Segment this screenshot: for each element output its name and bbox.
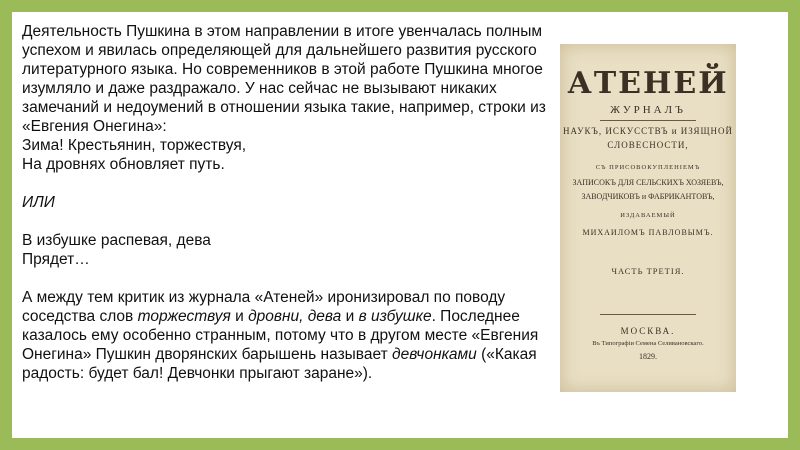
critic-em-torzhestvuya: торжествуя	[137, 308, 231, 325]
intro-paragraph: Деятельность Пушкина в этом направлении в итоге увенчалась полным успехом и явилась определяющей для дальнейшего развития русского литературного языка. Но современников в этой работе Пушкина многое изумляло и даже раздражало. У нас сейчас не вызывают никаких замечаний и недоумений в отношении языка такие, например, строки из «Евгения Онегина»:	[22, 23, 546, 135]
critic-text-1: А между тем критик из журнала «Атеней» иронизировал по поводу соседства слов	[22, 289, 506, 325]
ateney-title-page-image	[560, 44, 736, 392]
book-line-zapisok: ЗАПИСОКЪ ДЛЯ СЕЛЬСКИХЪ ХОЗЯЕВЪ,	[572, 178, 724, 187]
book-line-izdavaemyi: ИЗДАВАЕМЫЙ	[620, 212, 676, 219]
quote-2-line-2: Прядет…	[22, 251, 90, 268]
critic-paragraph	[22, 288, 557, 383]
quote-1-line-2: На дровнях обновляет путь.	[22, 156, 225, 173]
critic-text-3: и	[341, 308, 359, 325]
spacer	[22, 212, 557, 231]
book-year: 1829.	[639, 352, 657, 361]
critic-em-devchonkami: девчонками	[392, 346, 477, 363]
book-divider	[600, 314, 696, 315]
book-city: МОСКВА.	[620, 326, 676, 336]
critic-text-4: . Последнее казалось ему особенно странным, потому что в другом месте «Евгения Онегина» Пушкин дворянских барышень называет	[22, 308, 539, 363]
critic-em-drovni-deva: дровни, дева	[248, 308, 342, 325]
book-title: АТЕНЕЙ	[567, 66, 729, 101]
book-divider	[600, 120, 696, 121]
separator-ili	[22, 193, 557, 212]
book-line-slovesnosti: СЛОВЕСНОСТИ,	[607, 140, 689, 150]
book-line-zhurnal: ЖУРНАЛЪ	[610, 104, 686, 116]
critic-text-5: («Какая радость: будет бал! Девчонки прыгают заране»).	[22, 346, 537, 382]
critic-text-2: и	[230, 308, 249, 325]
book-line-nauk: НАУКЪ, ИСКУССТВЪ и ИЗЯЩНОЙ	[562, 126, 734, 136]
quote-1-line-1: Зима! Крестьянин, торжествуя,	[22, 137, 247, 154]
book-line-zavodchikov: ЗАВОДЧИКОВЪ и ФАБРИКАНТОВЪ,	[581, 192, 715, 201]
book-line-pavlovym: МИХАИЛОМЪ ПАВЛОВЫМЪ.	[582, 228, 714, 237]
book-press: Въ Типографіи Семена Селивановскаго.	[592, 340, 704, 347]
book-part: ЧАСТЬ ТРЕТІЯ.	[611, 266, 685, 276]
critic-em-v-izbushke: в избушке	[358, 308, 432, 325]
book-line-prisovokupleniem: СЪ ПРИСОВОКУПЛЕНІЕМЪ	[595, 164, 701, 171]
spacer	[22, 174, 557, 193]
slide-text-block	[22, 22, 557, 383]
spacer	[22, 269, 557, 288]
separator-ili-text: ИЛИ	[22, 194, 55, 211]
quote-2-line-1: В избушке распевая, дева	[22, 232, 211, 249]
